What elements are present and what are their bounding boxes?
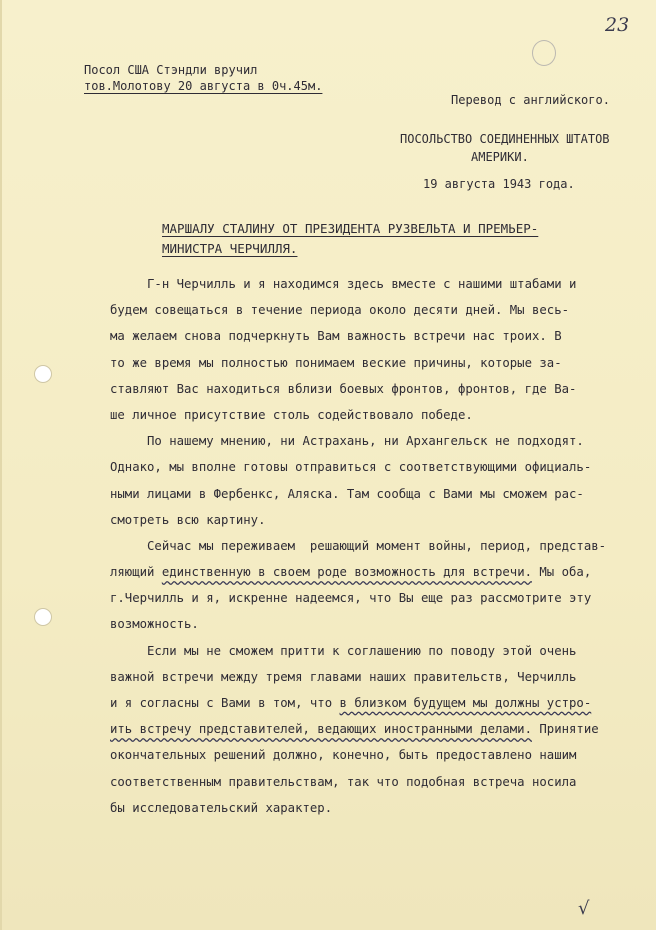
handwritten-page-number: 23 (605, 14, 630, 36)
body-line: Если мы не сможем притти к соглашению по поводу этой очень (110, 643, 577, 658)
body-line: Сейчас мы переживаем решающий момент войны, период, представ- (110, 538, 607, 553)
body-line: По нашему мнению, ни Астрахань, ни Архангельск не подходят. (110, 434, 584, 449)
stamp-mark (532, 40, 556, 66)
document-date: 19 августа 1943 года. (423, 177, 575, 191)
body-line: то же время мы полностью понимаем веские причины, которые за- (110, 355, 562, 370)
body-text: Принятие (532, 722, 599, 737)
body-line (110, 559, 610, 585)
check-mark-icon: √ (578, 898, 590, 919)
embassy-name-line1: ПОСОЛЬСТВО СОЕДИНЕННЫХ ШТАТОВ (400, 132, 610, 146)
body-line: ными лицами в Фербенкс, Аляска. Там сообща с Вами мы сможем рас- (110, 486, 584, 501)
body-line: бы исследовательский характер. (110, 800, 333, 815)
title-line1: МАРШАЛУ СТАЛИНУ ОТ ПРЕЗИДЕНТА РУЗВЕЛЬТА И ПРЕМЬЕР- (162, 221, 539, 236)
body-line: Г-н Черчилль и я находимся здесь вместе с нашими штабами и (110, 277, 577, 291)
body-line: Однако, мы вполне готовы отправиться с соответствующими официаль- (110, 460, 592, 475)
body-line: ма желаем снова подчеркнуть Вам важность встречи нас троих. В (110, 329, 562, 344)
body-line: важной встречи между тремя главами наших правительств, Черчилль (110, 669, 577, 684)
delivery-note-line2: тов.Молотову 20 августа в 0ч.45м. (84, 79, 323, 93)
embassy-name-line2: АМЕРИКИ. (471, 150, 529, 164)
underlined-phrase: в близком будущем мы должны устро- (339, 696, 592, 710)
body-line: ставляют Вас находиться вблизи боевых фронтов, фронтов, где Ва- (110, 381, 577, 396)
body-line: окончательных решений должно, конечно, быть предоставлено нашим (110, 748, 577, 763)
body-line: будем совещаться в течение периода около десяти дней. Мы весь- (110, 303, 570, 318)
underlined-phrase: ить встречу представителей, ведающих иностранными делами. (110, 722, 532, 737)
body-text: ляющий (110, 565, 162, 580)
body-line: возможность. (110, 617, 199, 632)
body-line: г.Черчилль и я, искренне надеемся, что Вы еще раз рассмотрите эту (110, 591, 592, 606)
punch-hole-bottom (34, 608, 52, 626)
underlined-phrase: единственную в своем роде возможность для встречи. (161, 565, 532, 580)
body-text: Мы оба, (532, 565, 592, 580)
body-line: ше личное присутствие столь содействовало победе. (110, 407, 473, 422)
translation-note: Перевод с английского. (451, 93, 610, 107)
body-text: и я согласны с Вами в том, что (110, 696, 340, 710)
body-line: смотреть всю картину. (110, 512, 266, 527)
body-line: соответственным правительствам, так что подобная встреча носила (110, 774, 577, 789)
body-line (110, 716, 610, 742)
delivery-note-line1: Посол США Стэндли вручил (84, 63, 258, 77)
punch-hole-top (34, 365, 52, 383)
letter-body (110, 271, 610, 821)
title-line2: МИНИСТРА ЧЕРЧИЛЛЯ. (162, 241, 298, 256)
body-line (110, 690, 610, 716)
